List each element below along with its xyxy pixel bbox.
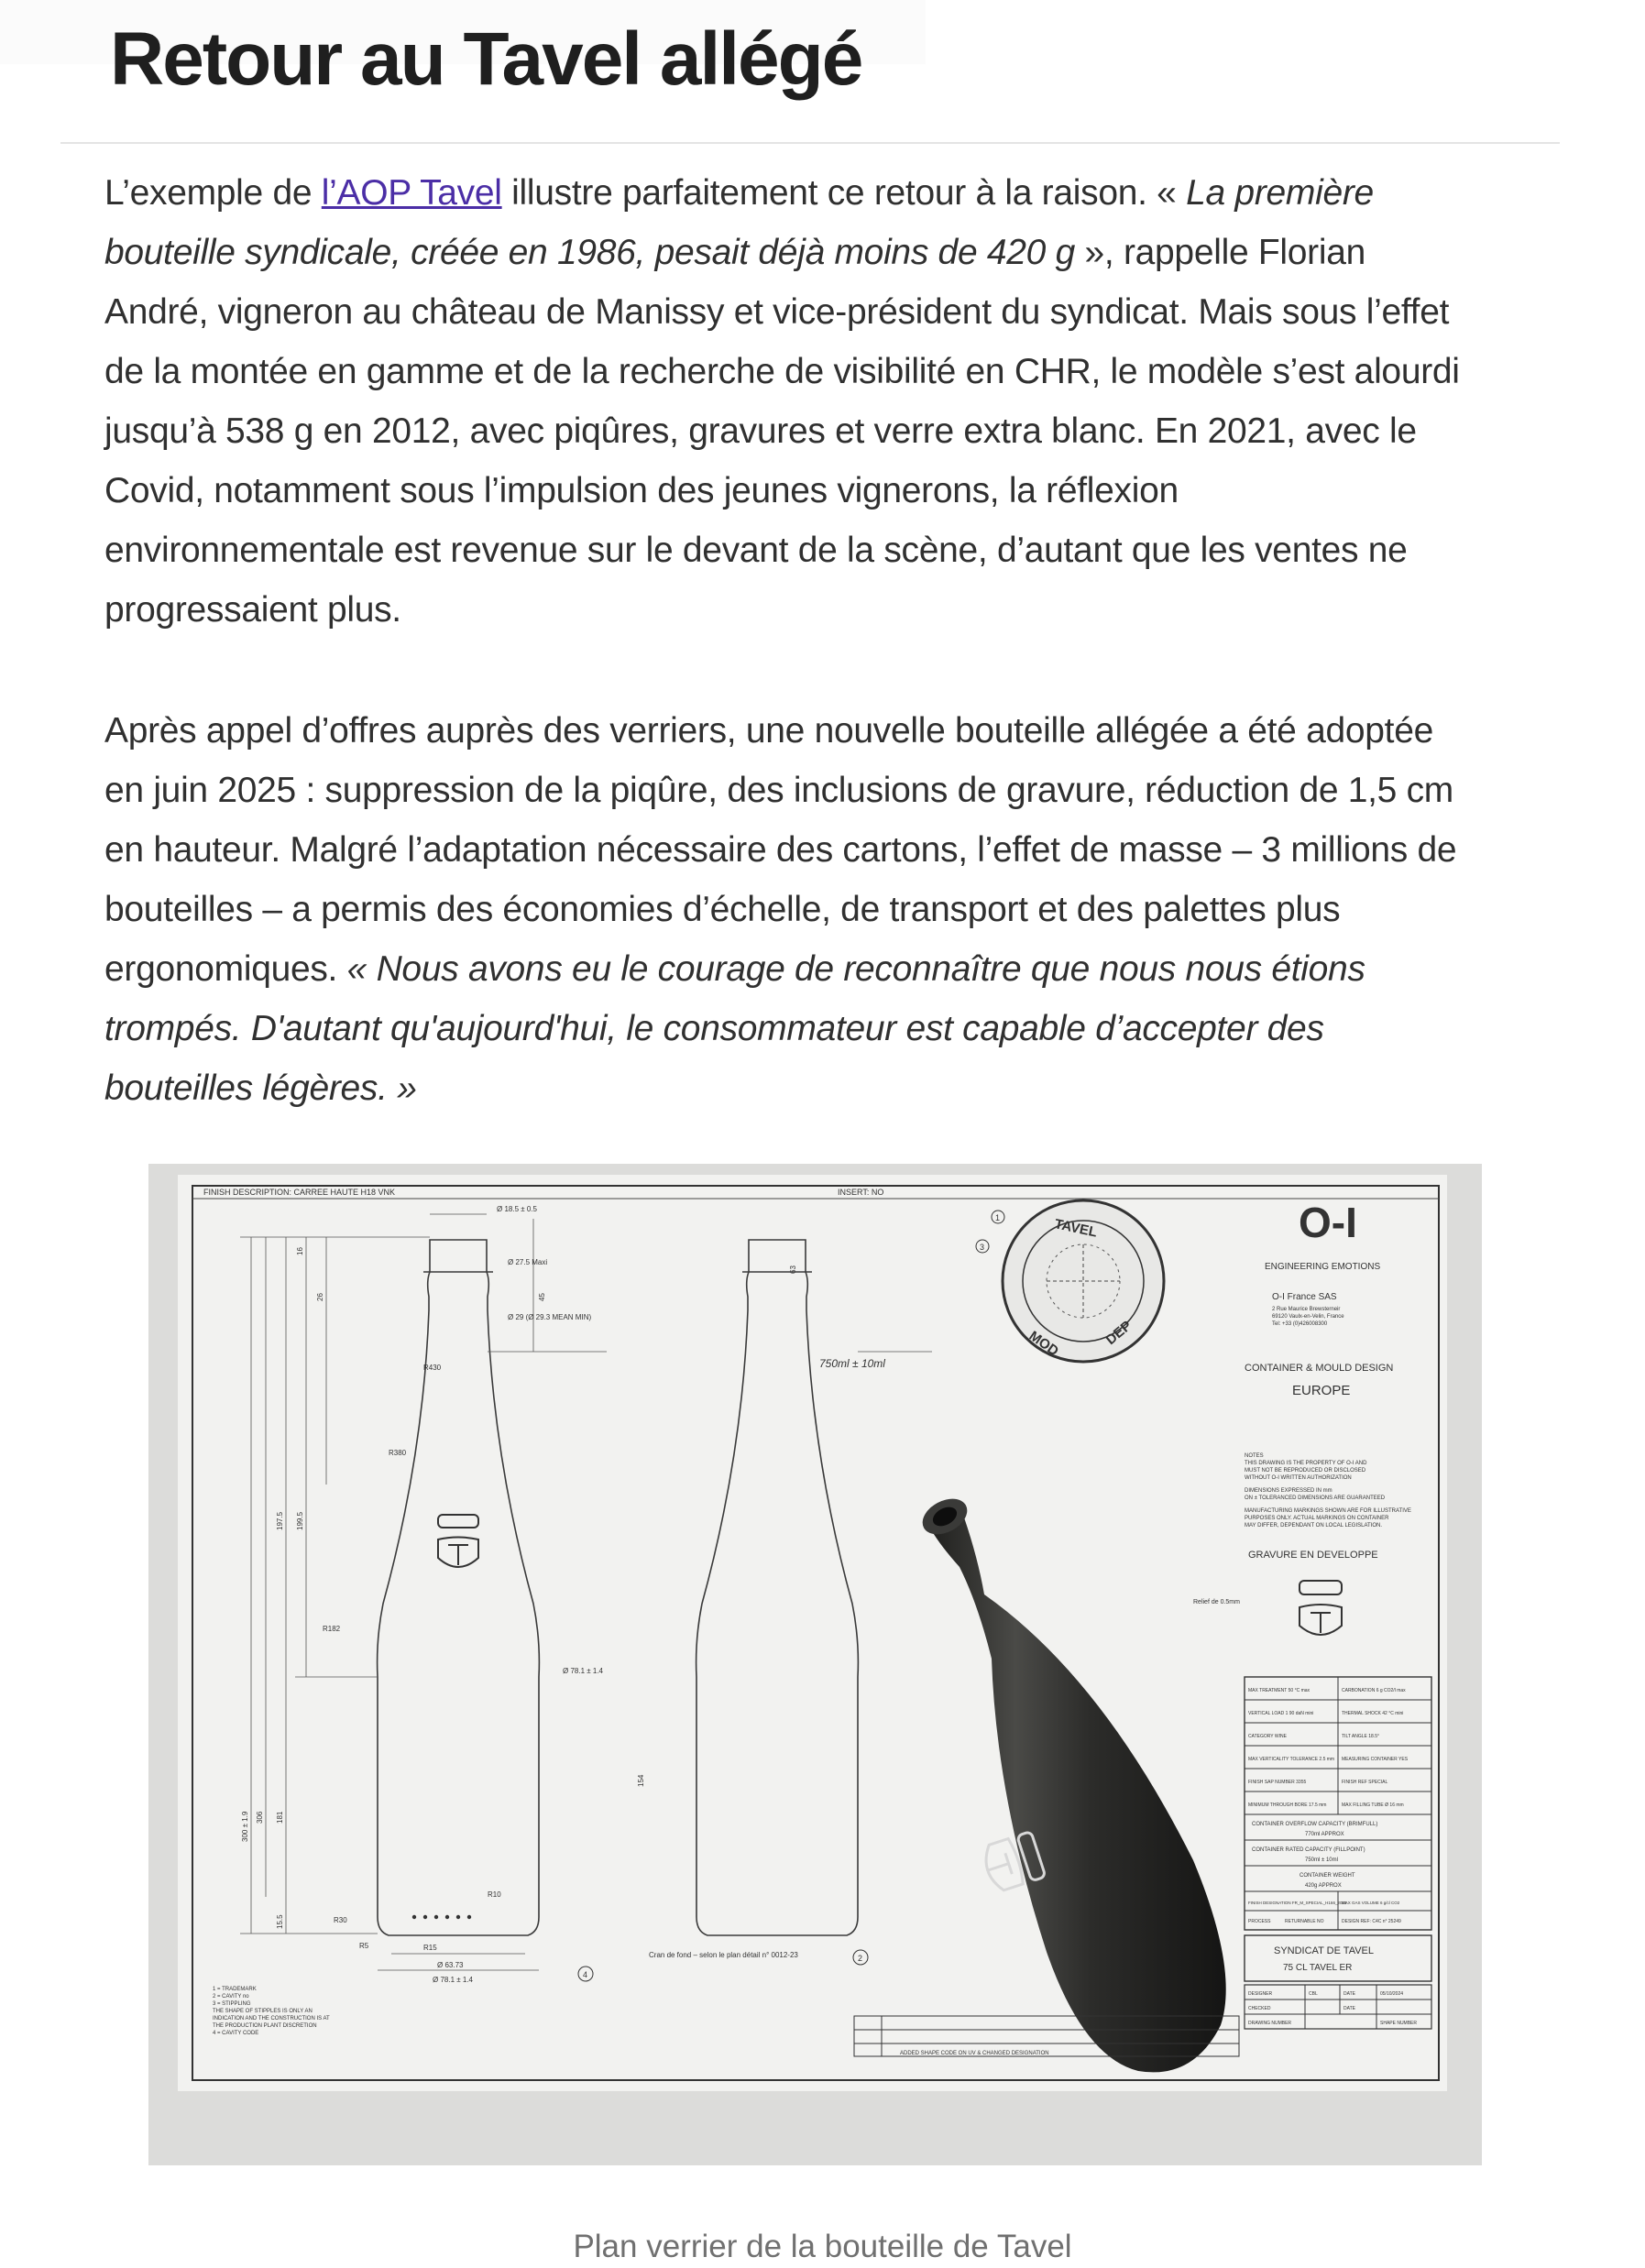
svg-text:THE SHAPE OF STIPPLES IS ONLY: THE SHAPE OF STIPPLES IS ONLY AN xyxy=(213,2009,313,2014)
svg-text:PURPOSES ONLY. ACTUAL MARKINGS: PURPOSES ONLY. ACTUAL MARKINGS ON CONTAINER xyxy=(1245,1516,1389,1521)
dim-height-d: 181 xyxy=(276,1811,284,1824)
svg-text:MAX VERTICALITY TOLERANCE 2.5: MAX VERTICALITY TOLERANCE 2.5 mm xyxy=(1248,1757,1335,1762)
svg-text:MANUFACTURING MARKINGS SHOWN A: MANUFACTURING MARKINGS SHOWN ARE FOR ILLUSTRATIVE xyxy=(1245,1508,1411,1514)
svg-text:CONTAINER OVERFLOW CAPACITY (B: CONTAINER OVERFLOW CAPACITY (BRIMFULL) xyxy=(1252,1822,1378,1827)
paper-sheet xyxy=(178,1175,1447,2091)
article-heading: Retour au Tavel allégé xyxy=(110,17,862,101)
svg-text:INDICATION AND THE CONSTRUCTIO: INDICATION AND THE CONSTRUCTION IS AT xyxy=(213,2016,330,2021)
svg-text:FINISH DESIGNATION FR_M_SPECIA: FINISH DESIGNATION FR_M_SPECIAL_H166_2023 xyxy=(1248,1901,1347,1905)
svg-text:DESIGN REF: C4C n° 25249: DESIGN REF: C4C n° 25249 xyxy=(1342,1919,1401,1924)
svg-text:FINISH SAP NUMBER 3355: FINISH SAP NUMBER 3355 xyxy=(1248,1780,1307,1785)
dim-height-total: 300 ± 1.9 xyxy=(241,1811,249,1842)
svg-text:420g APPROX: 420g APPROX xyxy=(1305,1883,1342,1889)
svg-text:MUST NOT BE REPRODUCED OR DISC: MUST NOT BE REPRODUCED OR DISCLOSED xyxy=(1245,1468,1366,1474)
svg-text:DATE: DATE xyxy=(1343,1991,1355,1997)
svg-text:CONTAINER WEIGHT: CONTAINER WEIGHT xyxy=(1300,1873,1355,1879)
dim-height-a: 197.5 xyxy=(276,1511,284,1530)
dim-d-base1: Ø 63.73 xyxy=(437,1961,464,1969)
dim-neck-h4: 63 xyxy=(789,1265,797,1274)
svg-text:THIS DRAWING IS THE PROPERTY O: THIS DRAWING IS THE PROPERTY OF O-I AND xyxy=(1245,1461,1367,1466)
revision-header: ADDED SHAPE CODE ON UV & CHANGED DESIGNATION xyxy=(900,2051,1049,2056)
region-label: EUROPE xyxy=(1292,1383,1351,1398)
dim-r-base: R10 xyxy=(488,1890,501,1899)
svg-text:1 = TRADEMARK: 1 = TRADEMARK xyxy=(213,1987,257,1992)
svg-text:MAY DIFFER, DEPENDANT ON LOCAL: MAY DIFFER, DEPENDANT ON LOCAL LEGISLATION. xyxy=(1245,1523,1383,1528)
svg-text:THERMAL SHOCK 42 °C mini: THERMAL SHOCK 42 °C mini xyxy=(1342,1711,1404,1716)
container-design: CONTAINER & MOULD DESIGN xyxy=(1245,1363,1394,1374)
insert-label: INSERT: NO xyxy=(838,1188,884,1197)
svg-text:FINISH REF SPECIAL: FINISH REF SPECIAL xyxy=(1342,1780,1388,1785)
gravure-label: GRAVURE EN DEVELOPPE xyxy=(1248,1550,1378,1561)
dim-d-lip: Ø 27.5 Maxi xyxy=(508,1258,548,1266)
svg-text:SHAPE NUMBER: SHAPE NUMBER xyxy=(1380,2021,1418,2026)
svg-text:THE PRODUCTION PLANT DISCRETIO: THE PRODUCTION PLANT DISCRETION xyxy=(213,2023,317,2029)
company-line-2: 2 Rue Maurice Brewsterneir xyxy=(1272,1307,1341,1312)
oi-logo: O-I xyxy=(1299,1199,1357,1246)
cavity-stamp xyxy=(1003,1200,1164,1362)
dim-r-15: R15 xyxy=(423,1944,437,1952)
svg-text:MINIMUM THROUGH BORE 17.5 mm: MINIMUM THROUGH BORE 17.5 mm xyxy=(1248,1802,1327,1808)
svg-text:CBL: CBL xyxy=(1309,1991,1318,1997)
brand-tagline: ENGINEERING EMOTIONS xyxy=(1265,1262,1381,1272)
company-line-1: O-I France SAS xyxy=(1272,1292,1337,1302)
svg-text:CATEGORY WINE: CATEGORY WINE xyxy=(1248,1734,1287,1739)
heading-divider xyxy=(60,142,1560,144)
svg-text:MEASURING CONTAINER YES: MEASURING CONTAINER YES xyxy=(1342,1757,1409,1762)
svg-text:DESIGNER: DESIGNER xyxy=(1248,1991,1273,1997)
svg-text:ON ± TOLERANCED DIMENSIONS ARE: ON ± TOLERANCED DIMENSIONS ARE GUARANTEED xyxy=(1245,1496,1386,1501)
p1-quote: La première bouteille syndicale, créée en 1986, pesait déjà moins de 420 g xyxy=(104,173,1374,272)
dim-r-body: R182 xyxy=(323,1625,341,1633)
stamp-mod: MOD xyxy=(1025,1328,1062,1360)
paragraph-2 xyxy=(104,701,1461,1118)
relief-label: Relief de 0.5mm xyxy=(1193,1599,1240,1605)
svg-text:CHECKED: CHECKED xyxy=(1248,2006,1271,2011)
dim-neck-h2: 26 xyxy=(316,1293,324,1301)
dim-r-5: R5 xyxy=(359,1942,369,1950)
p1-text-end: », rappelle Florian André, vigneron au château de Manissy et vice-président du syndicat. Mais sous l’effet de la montée en gamme et de la recherche de visibilité en CHR, le modèle s’est alourdi jusqu’à 538 g en 2012, avec piqûres, gravures et verre extra blanc. En 2021, avec le Covid, notamment sous l’impulsion des jeunes vignerons, la réflexion environnementale est revenue sur le devant de la scène, d’autant que les ventes ne progressaient plus. xyxy=(104,233,1460,630)
svg-text:05/10/2024: 05/10/2024 xyxy=(1380,1991,1404,1997)
client-name: SYNDICAT DE TAVEL xyxy=(1274,1945,1375,1956)
callout-4-label: 4 xyxy=(583,1970,588,1979)
svg-text:750ml ± 10ml: 750ml ± 10ml xyxy=(1305,1857,1338,1863)
paragraph-1 xyxy=(104,163,1461,640)
company-line-4: Tel: +33 (0)426008300 xyxy=(1272,1321,1328,1327)
svg-text:2 = CAVITY no: 2 = CAVITY no xyxy=(213,1994,249,2000)
dim-height-c: 306 xyxy=(256,1811,264,1824)
dim-d-base2: Ø 78.1 ± 1.4 xyxy=(433,1976,473,1984)
svg-text:WITHOUT O-I WRITTEN AUTHORIZAT: WITHOUT O-I WRITTEN AUTHORIZATION xyxy=(1245,1475,1352,1481)
dim-neck-h1: 16 xyxy=(296,1247,304,1255)
finish-description: FINISH DESCRIPTION: CARREE HAUTE H18 VNK xyxy=(203,1188,396,1197)
p1-text-mid: illustre parfaitement ce retour à la raison. « xyxy=(501,173,1187,213)
dim-d-top: Ø 18.5 ± 0.5 xyxy=(497,1205,537,1213)
svg-text:DATE: DATE xyxy=(1343,2006,1355,2011)
svg-text:CARBONATION 6 g CO2/l max: CARBONATION 6 g CO2/l max xyxy=(1342,1688,1406,1693)
aop-tavel-link[interactable]: l’AOP Tavel xyxy=(321,173,502,213)
stamp-dep: DEP xyxy=(1102,1318,1135,1349)
svg-text:MAX TREATMENT 50 °C max: MAX TREATMENT 50 °C max xyxy=(1248,1688,1311,1693)
svg-text:RETURNABLE NO: RETURNABLE NO xyxy=(1285,1919,1324,1924)
svg-text:4 = CAVITY CODE: 4 = CAVITY CODE xyxy=(213,2031,259,2036)
figure-caption: Plan verrier de la bouteille de Tavel xyxy=(573,2229,1072,2264)
dim-height-b: 199.5 xyxy=(296,1511,304,1530)
svg-text:DIMENSIONS EXPRESSED IN mm: DIMENSIONS EXPRESSED IN mm xyxy=(1245,1488,1332,1494)
dim-h-base: 15.5 xyxy=(276,1914,284,1929)
svg-text:770ml APPROX: 770ml APPROX xyxy=(1305,1832,1344,1837)
svg-text:3 = STIPPLING: 3 = STIPPLING xyxy=(213,2001,251,2007)
dim-height-e: 154 xyxy=(637,1774,645,1787)
p2-text: Après appel d’offres auprès des verriers, une nouvelle bouteille allégée a été adoptée en juin 2025 : suppression de la piqûre, des inclusions de gravure, réduction de 1,5 cm en hauteur. Malgré l’adaptation nécessaire des cartons, l’effet de masse – 3 millions de bouteilles – a permis des économies d’échelle, de transport et des palettes plus ergonomiques. xyxy=(104,711,1457,989)
model-name: 75 CL TAVEL ER xyxy=(1283,1963,1353,1973)
dim-d-mean: Ø 29 (Ø 29.3 MEAN MIN) xyxy=(508,1313,592,1321)
svg-text:TILT ANGLE 18.5°: TILT ANGLE 18.5° xyxy=(1342,1734,1380,1739)
dim-r-foot: R30 xyxy=(334,1916,347,1924)
capacity-label: 750ml ± 10ml xyxy=(819,1357,885,1370)
p2-quote: « Nous avons eu le courage de reconnaître que nous nous étions trompés. D'autant qu'aujourd'hui, le consommateur est capable d’accepter des bouteilles légères. » xyxy=(104,949,1365,1108)
svg-text:MAX FILLING TUBE Ø 16 mm: MAX FILLING TUBE Ø 16 mm xyxy=(1342,1802,1404,1808)
svg-text:MAX GAS VOLUME 6 g/cl CO2: MAX GAS VOLUME 6 g/cl CO2 xyxy=(1342,1901,1400,1905)
svg-text:NOTES: NOTES xyxy=(1245,1453,1264,1459)
company-line-3: 69120 Vaulx-en-Velin, France xyxy=(1272,1314,1344,1320)
technical-drawing xyxy=(148,1164,1482,2165)
callout-1-label: 1 xyxy=(995,1213,1001,1222)
dim-r-neck: R380 xyxy=(389,1449,407,1457)
dim-d-body: Ø 78.1 ± 1.4 xyxy=(563,1667,603,1675)
svg-text:PROCESS: PROCESS xyxy=(1248,1919,1271,1924)
dim-r-shoulder: R430 xyxy=(423,1364,442,1372)
crown-note: Cran de fond – selon le plan détail n° 0012-23 xyxy=(649,1951,798,1959)
svg-text:VERTICAL LOAD 1 90 daN mini: VERTICAL LOAD 1 90 daN mini xyxy=(1248,1711,1314,1716)
callout-2-label: 2 xyxy=(858,1954,863,1963)
stamp-tavel: TAVEL xyxy=(1053,1216,1099,1241)
dim-neck-h3: 45 xyxy=(538,1293,546,1301)
svg-text:CONTAINER RATED CAPACITY (FILL: CONTAINER RATED CAPACITY (FILLPOINT) xyxy=(1252,1847,1365,1853)
bottle-plan-figure xyxy=(148,1164,1482,2165)
svg-text:DRAWING NUMBER: DRAWING NUMBER xyxy=(1248,2021,1292,2026)
callout-3-label: 3 xyxy=(980,1243,985,1252)
p1-text-start: L’exemple de xyxy=(104,173,322,213)
